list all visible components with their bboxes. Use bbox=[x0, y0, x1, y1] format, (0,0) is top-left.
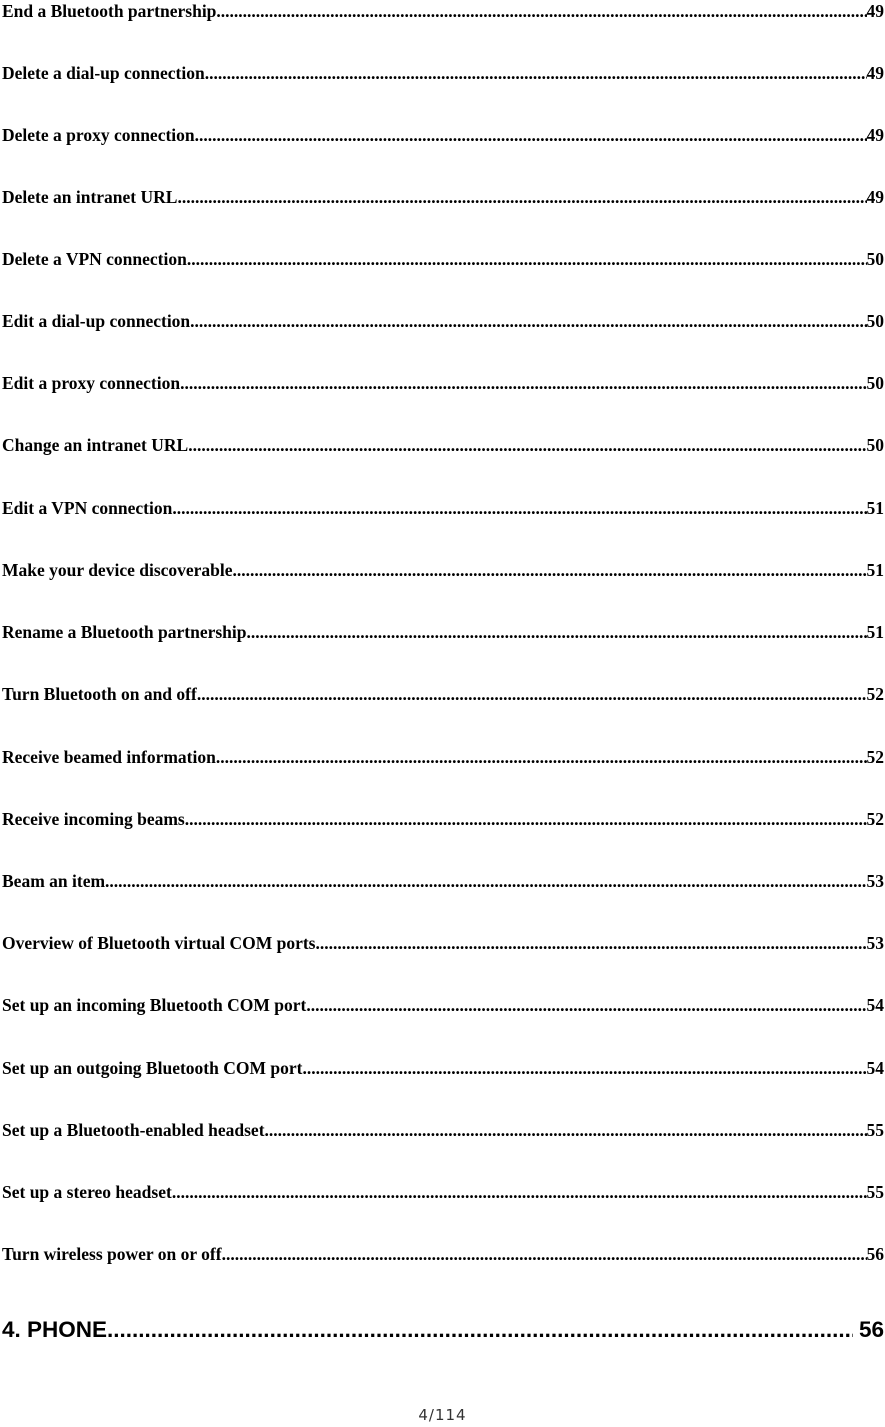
toc-dot-leader bbox=[180, 372, 866, 394]
toc-entry-title: Change an intranet URL bbox=[2, 435, 189, 455]
toc-dot-leader bbox=[216, 0, 866, 22]
toc-entry[interactable] bbox=[2, 994, 884, 1016]
toc-chapter-page: 56 bbox=[852, 1317, 884, 1342]
toc-entry-title: Delete a proxy connection bbox=[2, 125, 195, 145]
page-number-footer: 4/114 bbox=[418, 1406, 467, 1424]
toc-entry[interactable] bbox=[2, 932, 884, 954]
toc-dot-leader bbox=[197, 683, 867, 705]
toc-entry-title: Set up an incoming Bluetooth COM port bbox=[2, 995, 307, 1015]
toc-dot-leader bbox=[107, 1316, 853, 1344]
toc-entry[interactable] bbox=[2, 808, 884, 830]
toc-entry[interactable] bbox=[2, 1057, 884, 1079]
toc-entry-page: 51 bbox=[866, 498, 884, 518]
toc-entry-title: Delete a dial-up connection bbox=[2, 63, 205, 83]
toc-entry-page: 50 bbox=[866, 435, 884, 455]
toc-dot-leader bbox=[188, 434, 866, 456]
toc-entry-title: Delete a VPN connection bbox=[2, 249, 187, 269]
toc-dot-leader bbox=[187, 248, 867, 270]
toc-entry[interactable] bbox=[2, 62, 884, 84]
toc-dot-leader bbox=[306, 994, 866, 1016]
toc-entry-title: Overview of Bluetooth virtual COM ports bbox=[2, 933, 316, 953]
toc-entry-page: 50 bbox=[866, 373, 884, 393]
toc-entry-title: Set up a Bluetooth-enabled headset bbox=[2, 1120, 265, 1140]
toc-entry-page: 49 bbox=[866, 1, 884, 21]
toc-dot-leader bbox=[216, 746, 867, 768]
toc-entry-title: Set up an outgoing Bluetooth COM port bbox=[2, 1058, 303, 1078]
toc-entry[interactable] bbox=[2, 746, 884, 768]
toc-entry-title: Make your device discoverable bbox=[2, 560, 233, 580]
toc-entry[interactable] bbox=[2, 1119, 884, 1141]
toc-entry-title: Rename a Bluetooth partnership bbox=[2, 622, 247, 642]
toc-dot-leader bbox=[195, 124, 867, 146]
toc-dot-leader bbox=[265, 1119, 867, 1141]
toc-entry-page: 53 bbox=[866, 871, 884, 891]
toc-entry-page: 53 bbox=[866, 933, 884, 953]
toc-entry-title: Edit a proxy connection bbox=[2, 373, 181, 393]
toc-entry-page: 49 bbox=[866, 125, 884, 145]
toc-entry[interactable] bbox=[2, 621, 884, 643]
toc-entry-title: End a Bluetooth partnership bbox=[2, 1, 217, 21]
toc-entry-title: Receive incoming beams bbox=[2, 809, 185, 829]
toc-entry-title: Edit a VPN connection bbox=[2, 498, 173, 518]
toc-chapter-title: 4. PHONE bbox=[2, 1317, 108, 1342]
toc-entry-title: Turn wireless power on or off bbox=[2, 1244, 222, 1264]
toc-entry-page: 51 bbox=[866, 560, 884, 580]
toc-dot-leader bbox=[172, 497, 866, 519]
toc-entry-title: Delete an intranet URL bbox=[2, 187, 178, 207]
toc-entry[interactable] bbox=[2, 434, 884, 456]
toc-entry[interactable] bbox=[2, 870, 884, 892]
toc-entry[interactable] bbox=[2, 559, 884, 581]
toc-entry-title: Set up a stereo headset bbox=[2, 1182, 172, 1202]
toc-entry[interactable] bbox=[2, 310, 884, 332]
toc-entry-page: 52 bbox=[866, 809, 884, 829]
toc-chapter-entry[interactable] bbox=[2, 1316, 884, 1344]
toc-dot-leader bbox=[247, 621, 867, 643]
toc-entry[interactable] bbox=[2, 186, 884, 208]
toc-entry-title: Edit a dial-up connection bbox=[2, 311, 191, 331]
toc-entry[interactable] bbox=[2, 683, 884, 705]
toc-entry[interactable] bbox=[2, 1243, 884, 1265]
toc-entry-title: Receive beamed information bbox=[2, 747, 216, 767]
toc-dot-leader bbox=[190, 310, 866, 332]
toc-entry[interactable] bbox=[2, 0, 884, 22]
toc-entry-page: 55 bbox=[866, 1120, 884, 1140]
toc-dot-leader bbox=[185, 808, 867, 830]
toc-entry-page: 52 bbox=[866, 747, 884, 767]
toc-entry-title: Beam an item bbox=[2, 871, 106, 891]
toc-entry-page: 55 bbox=[866, 1182, 884, 1202]
toc-entry-page: 50 bbox=[866, 249, 884, 269]
toc-entry-page: 49 bbox=[866, 63, 884, 83]
toc-dot-leader bbox=[172, 1181, 867, 1203]
toc-dot-leader bbox=[105, 870, 866, 892]
toc-entry[interactable] bbox=[2, 124, 884, 146]
toc-dot-leader bbox=[302, 1057, 866, 1079]
toc-entry-page: 49 bbox=[866, 187, 884, 207]
toc-entry-page: 50 bbox=[866, 311, 884, 331]
toc-entry[interactable] bbox=[2, 372, 884, 394]
toc-entry[interactable] bbox=[2, 248, 884, 270]
toc-entry-page: 56 bbox=[866, 1244, 884, 1264]
toc-dot-leader bbox=[205, 62, 867, 84]
toc-entry-title: Turn Bluetooth on and off bbox=[2, 684, 197, 704]
toc-dot-leader bbox=[177, 186, 866, 208]
toc-entry-page: 54 bbox=[866, 995, 884, 1015]
toc-entry[interactable] bbox=[2, 497, 884, 519]
toc-dot-leader bbox=[316, 932, 867, 954]
toc-entry-page: 54 bbox=[866, 1058, 884, 1078]
toc-dot-leader bbox=[222, 1243, 867, 1265]
toc-entry-page: 51 bbox=[866, 622, 884, 642]
toc-dot-leader bbox=[233, 559, 867, 581]
toc-entry[interactable] bbox=[2, 1181, 884, 1203]
toc-entry-page: 52 bbox=[866, 684, 884, 704]
